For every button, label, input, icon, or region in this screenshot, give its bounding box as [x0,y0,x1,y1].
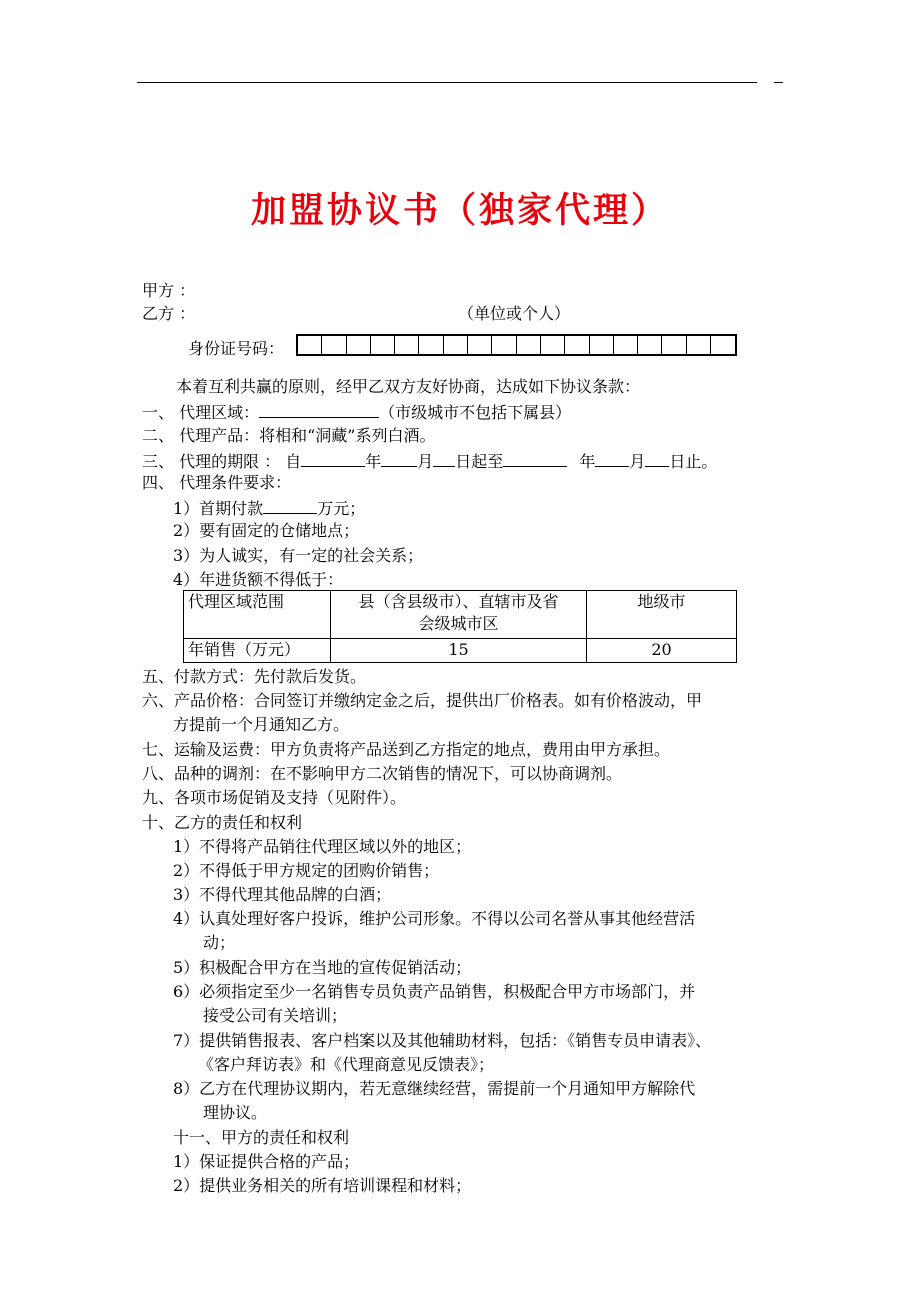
s11-item-1: 1）保证提供合格的产品； [173,1152,360,1171]
item-1-prefix: 1）首期付款 [173,499,264,518]
initial-payment-blank[interactable] [263,496,317,514]
s10-item-4-line2: 动； [203,933,236,952]
section-5: 五、付款方式：先付款后发货。 [142,667,367,686]
section-7: 七、运输及运费：甲方负责将产品送到乙方指定的地点，费用由甲方承担。 [142,740,671,759]
end-month-blank[interactable] [595,449,629,467]
year-label-2: 年 [579,452,596,471]
section-10: 十、乙方的责任和权利 [142,813,303,832]
sales-table [183,590,737,663]
month-label-2: 月 [629,452,646,471]
section-8: 八、品种的调剂：在不影响甲方二次销售的情况下，可以协商调剂。 [142,764,623,783]
s10-item-6-line1: 6）必须指定至少一名销售专员负责产品销售，积极配合甲方市场部门，并 [173,982,696,1001]
table-header-county-line1: 县（含县级市）、直辖市及省 [358,592,559,611]
s10-item-6-line2: 接受公司有关培训； [203,1006,348,1025]
intro-text: 本着互利共赢的原则，经甲乙双方友好协商，达成如下协议条款： [176,377,641,396]
party-b-note: （单位或个人） [458,304,571,323]
section-4-item-4: 4）年进货额不得低于： [173,570,344,589]
header-rule [137,82,757,83]
section-11: 十一、甲方的责任和权利 [173,1128,350,1147]
year-label: 年 [365,452,382,471]
end-year-blank[interactable] [503,449,567,467]
section-6-line1: 六、产品价格：合同签订并缴纳定金之后，提供出厂价格表。如有价格波动，甲 [142,691,703,710]
table-value-prefecture: 20 [587,639,737,663]
s10-item-5: 5）积极配合甲方在当地的宣传促销活动； [173,958,472,977]
day-from-label: 日起至 [455,452,504,471]
day-to-label: 日止。 [669,452,718,471]
s10-item-7-line2: 《客户拜访表》和《代理商意见反馈表》； [198,1055,495,1074]
s10-item-8-line2: 理协议。 [203,1103,268,1122]
region-blank[interactable] [259,400,379,418]
section-2: 二、 代理产品：将相和“洞藏”系列白酒。 [142,426,436,445]
start-day-blank[interactable] [433,449,455,467]
s10-item-7-line1: 7）提供销售报表、客户档案以及其他辅助材料，包括：《销售专员申请表》、 [173,1031,712,1050]
s11-item-2: 2）提供业务相关的所有培训课程和材料； [173,1176,472,1195]
s10-item-4-line1: 4）认真处理好客户投诉，维护公司形象。不得以公司名誉从事其他经营活 [173,909,696,928]
section-4-item-3: 3）为人诚实，有一定的社会关系； [173,546,424,565]
s10-item-8-line1: 8）乙方在代理协议期内，若无意继续经营，需提前一个月通知甲方解除代 [173,1079,696,1098]
month-label: 月 [417,452,434,471]
table-header-county [331,591,587,639]
end-day-blank[interactable] [645,449,669,467]
start-year-blank[interactable] [301,449,365,467]
section-6-line2: 方提前一个月通知乙方。 [173,715,350,734]
party-b-label: 乙方 ： [142,304,196,323]
section-1-suffix: （市级城市不包括下属县） [379,403,572,422]
id-number-boxes[interactable] [296,334,737,356]
header-rule-end [774,82,783,83]
section-9: 九、各项市场促销及支持（见附件）。 [142,788,407,807]
table-header-region: 代理区域范围 [184,591,331,639]
s10-item-3: 3）不得代理其他品牌的白酒； [173,885,392,904]
id-number-label: 身份证号码： [188,339,285,358]
s10-item-2: 2）不得低于甲方规定的团购价销售； [173,861,440,880]
section-1 [142,400,571,424]
item-1-suffix: 万元； [317,499,366,518]
table-value-county: 15 [331,639,587,663]
section-1-prefix: 一、 代理区域： [142,403,260,422]
section-4-item-1 [173,496,365,520]
party-a-label: 甲方 ： [142,281,196,300]
section-3 [142,449,717,473]
s10-item-1: 1）不得将产品销往代理区域以外的地区； [173,837,472,856]
section-4: 四、 代理条件要求： [142,473,292,492]
table-row-label: 年销售（万元） [184,639,331,663]
table-header-county-line2: 会级城市区 [418,614,499,633]
table-header-prefecture: 地级市 [587,591,737,639]
term-prefix: 三、 代理的期限 ： 自 [142,452,302,471]
page-title: 加盟协议书（独家代理） [250,190,669,231]
start-month-blank[interactable] [381,449,417,467]
section-4-item-2: 2）要有固定的仓储地点； [173,521,360,540]
